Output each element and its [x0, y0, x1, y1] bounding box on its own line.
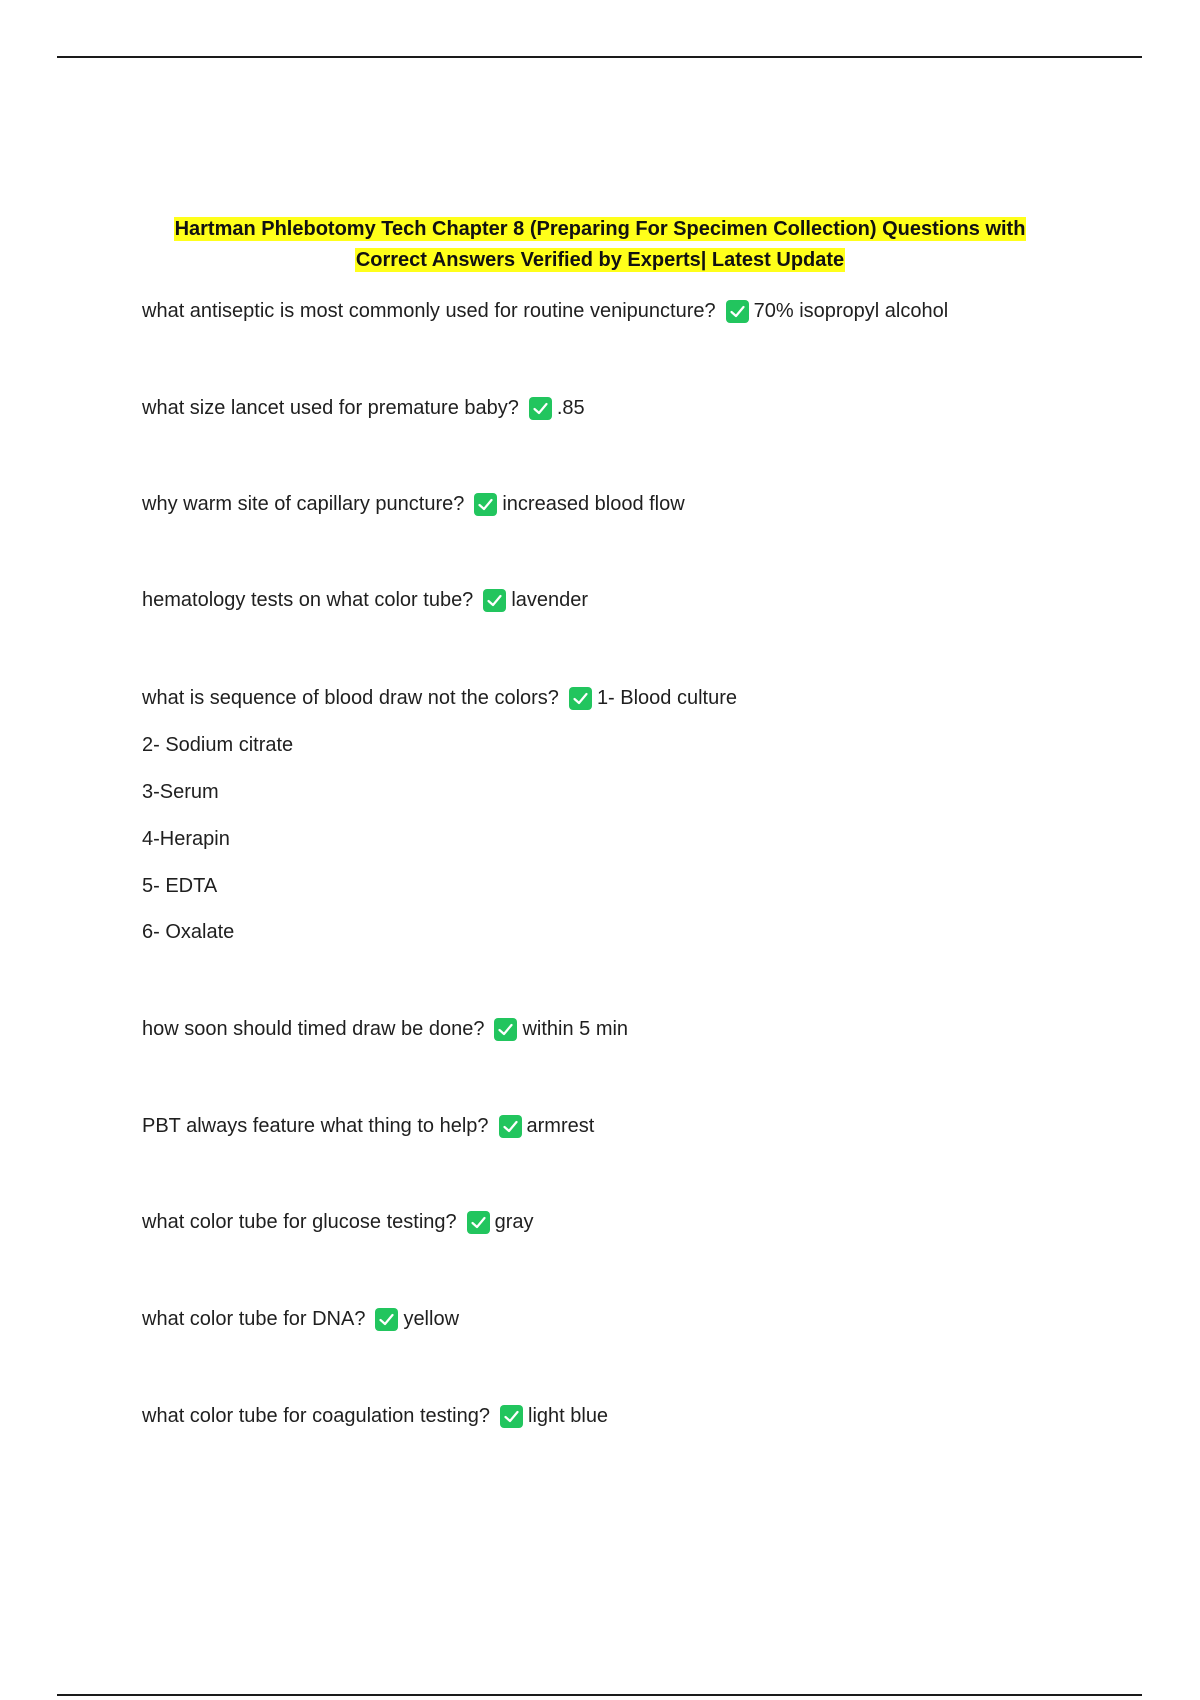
answer-text: armrest	[526, 1115, 595, 1137]
question-text: what color tube for DNA?	[142, 1308, 366, 1330]
qa-item	[142, 587, 588, 613]
document-title	[100, 214, 1100, 276]
sequence-line: 5- EDTA	[142, 875, 218, 897]
footer-rule	[57, 1694, 1142, 1696]
answer-text: yellow	[403, 1308, 460, 1330]
qa-item	[142, 685, 737, 711]
check-mark-icon	[500, 1405, 523, 1428]
question-text: what color tube for coagulation testing?	[142, 1405, 490, 1427]
sequence-line: 2- Sodium citrate	[142, 734, 294, 756]
question-text: what antiseptic is most commonly used for routine venipuncture?	[142, 300, 716, 322]
question-text: why warm site of capillary puncture?	[142, 493, 465, 515]
question-text: what color tube for glucose testing?	[142, 1211, 457, 1233]
sequence-line: 3-Serum	[142, 781, 219, 803]
title-line-2: Correct Answers Verified by Experts| Latest Update	[355, 249, 845, 271]
check-mark-icon	[726, 300, 749, 323]
question-text: PBT always feature what thing to help?	[142, 1115, 489, 1137]
qa-item	[142, 1306, 459, 1332]
check-mark-icon	[467, 1211, 490, 1234]
answer-text: lavender	[511, 589, 589, 611]
check-mark-icon	[474, 493, 497, 516]
answer-text: within 5 min	[522, 1018, 629, 1040]
answer-text: 70% isopropyl alcohol	[753, 300, 949, 322]
answer-text: increased blood flow	[502, 493, 685, 515]
check-mark-icon	[483, 589, 506, 612]
check-mark-icon	[494, 1018, 517, 1041]
check-mark-icon	[375, 1308, 398, 1331]
answer-text: gray	[494, 1211, 534, 1233]
check-mark-icon	[569, 687, 592, 710]
qa-item	[142, 1016, 628, 1042]
qa-item	[142, 491, 685, 517]
qa-item	[142, 1403, 608, 1429]
answer-text: 1- Blood culture	[596, 687, 738, 709]
title-line-1: Hartman Phlebotomy Tech Chapter 8 (Preparing For Specimen Collection) Questions with	[174, 218, 1026, 240]
check-mark-icon	[529, 397, 552, 420]
header-rule	[57, 56, 1142, 58]
qa-item	[142, 395, 585, 421]
qa-item	[142, 1209, 534, 1235]
question-text: hematology tests on what color tube?	[142, 589, 474, 611]
qa-item	[142, 1113, 594, 1139]
qa-item	[142, 298, 948, 324]
answer-text: .85	[556, 397, 585, 419]
answer-text: light blue	[528, 1405, 609, 1427]
question-text: what size lancet used for premature baby?	[142, 397, 519, 419]
question-text: how soon should timed draw be done?	[142, 1018, 485, 1040]
question-text: what is sequence of blood draw not the colors?	[142, 687, 559, 709]
sequence-line: 4-Herapin	[142, 828, 230, 850]
sequence-line: 6- Oxalate	[142, 921, 235, 943]
check-mark-icon	[499, 1115, 522, 1138]
